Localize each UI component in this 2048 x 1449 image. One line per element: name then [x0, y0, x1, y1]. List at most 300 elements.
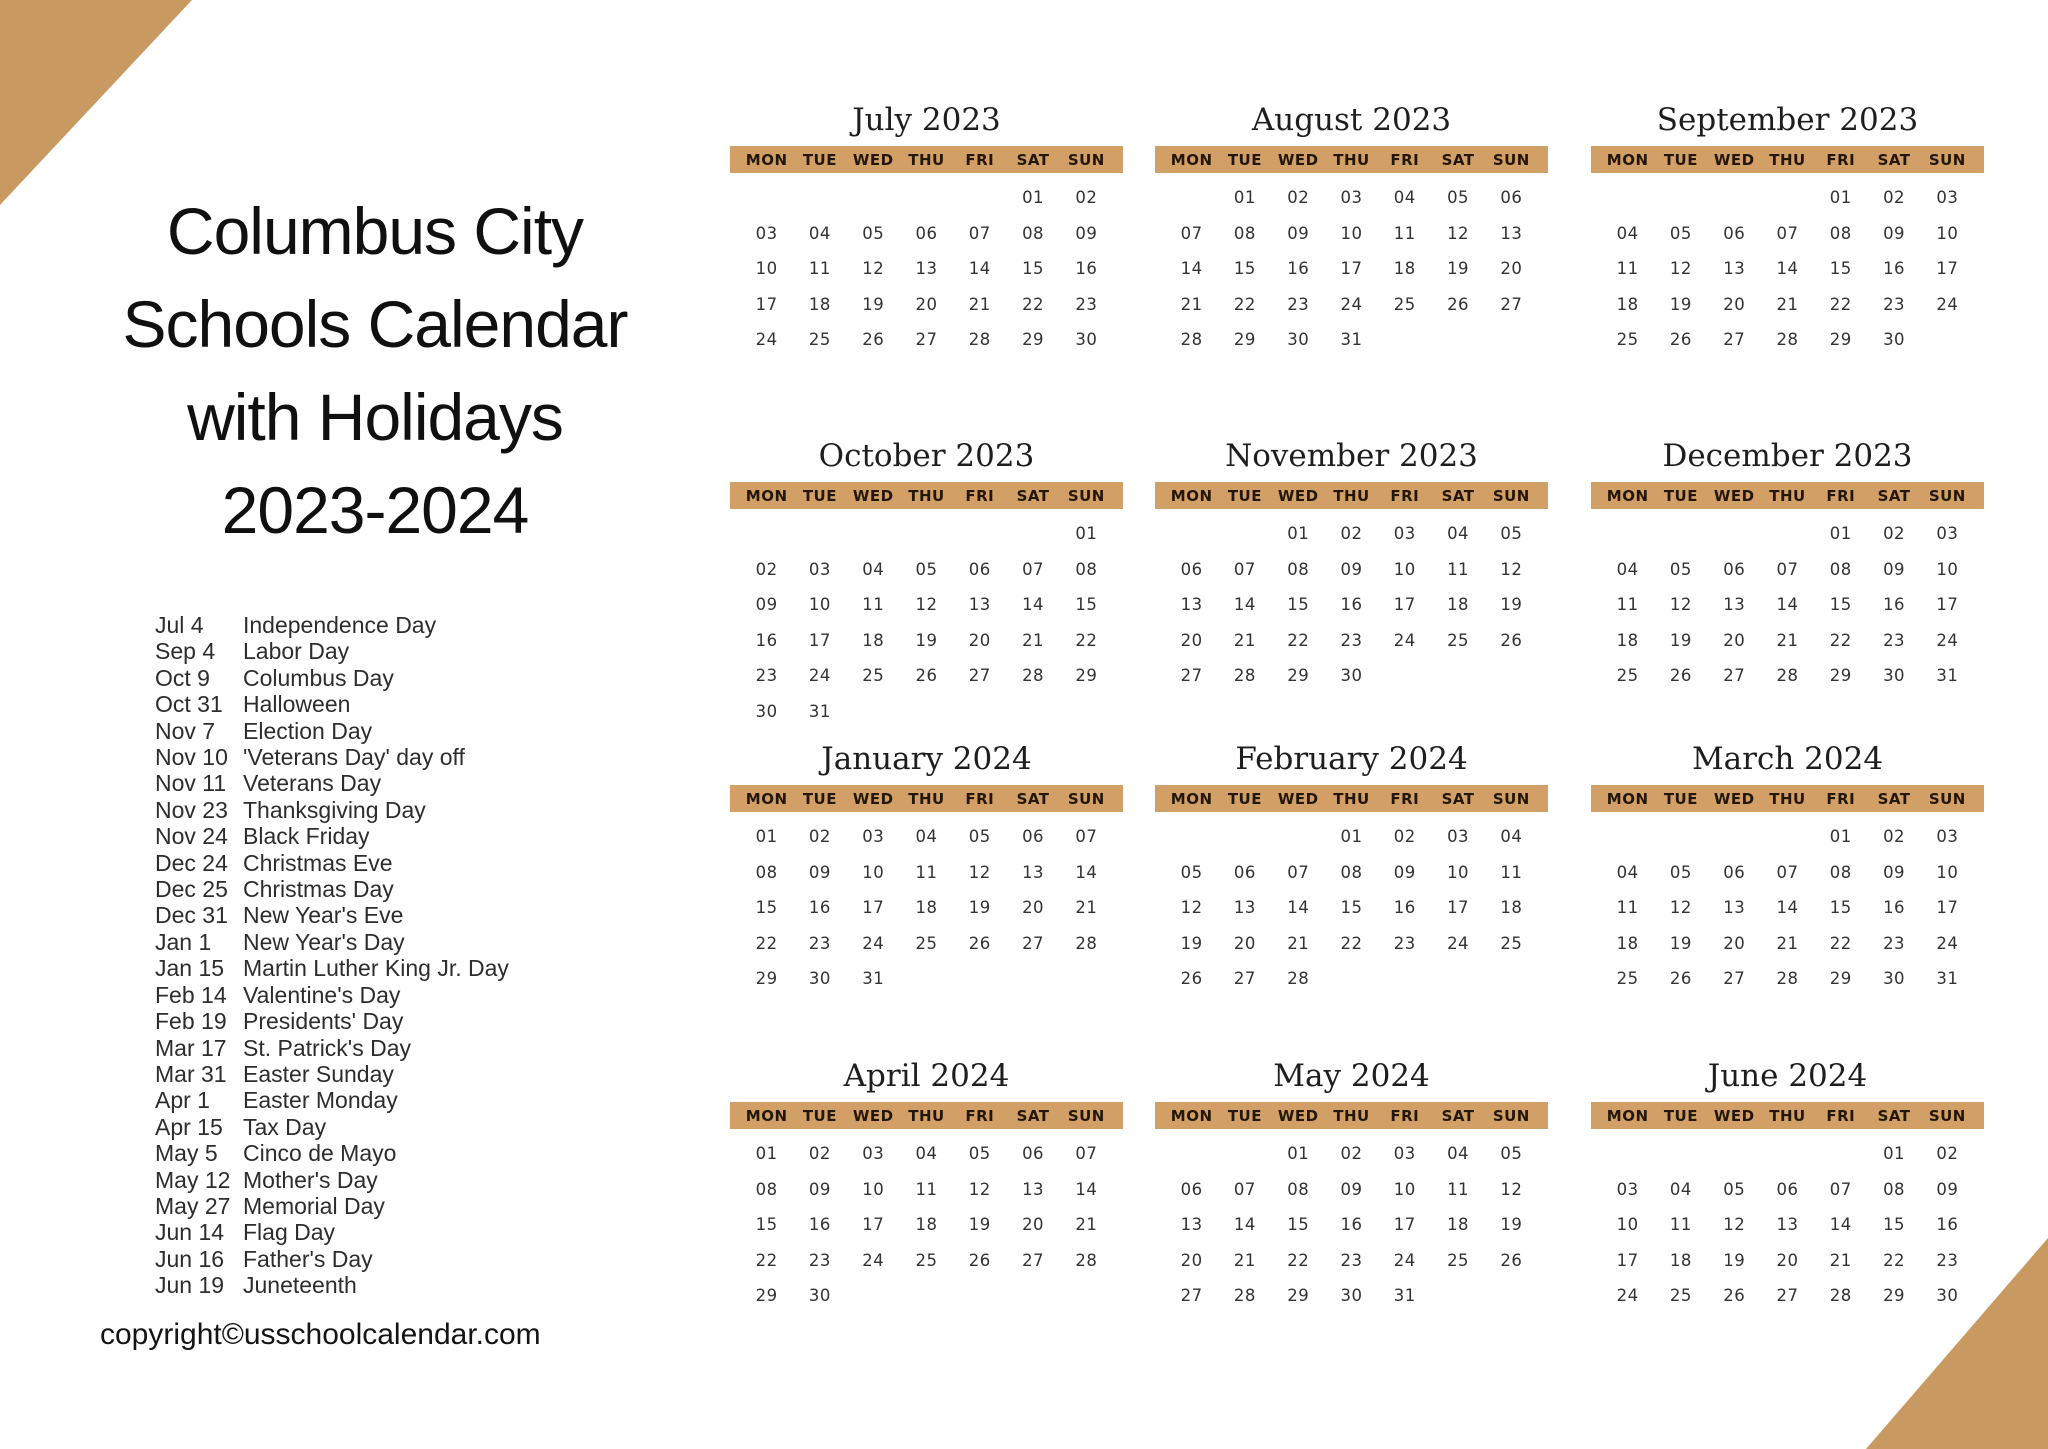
day-cell: 02	[1883, 524, 1906, 544]
holiday-name: New Year's Eve	[243, 902, 404, 929]
day-cell: 05	[1669, 559, 1692, 579]
day-cell: 21	[1233, 630, 1256, 650]
day-cell: 15	[1287, 1215, 1310, 1235]
copyright-text: copyright©usschoolcalendar.com	[100, 1318, 541, 1351]
weekday-label-fri: FRI	[1826, 486, 1856, 505]
weekday-label-thu: THU	[908, 150, 945, 169]
day-cell: 05	[1669, 862, 1692, 882]
weekday-label-wed: WED	[1277, 486, 1319, 505]
month-june-2024	[1591, 1057, 1984, 1314]
day-cell: 12	[1500, 1179, 1523, 1199]
day-cell: 10	[1393, 559, 1416, 579]
weekday-label-mon: MON	[745, 486, 788, 505]
day-cell: 24	[808, 666, 831, 686]
weekday-label-wed: WED	[852, 150, 894, 169]
weekday-label-tue: TUE	[1663, 789, 1698, 808]
day-cell: 22	[755, 1250, 778, 1270]
weekday-label-sun: SUN	[1067, 1106, 1105, 1125]
day-cell: 19	[1180, 933, 1203, 953]
day-cell: 29	[1075, 666, 1098, 686]
day-cell: 28	[1180, 330, 1203, 350]
day-cell: 17	[1936, 259, 1959, 279]
day-cell: 26	[1500, 1250, 1523, 1270]
weekday-label-wed: WED	[1277, 1106, 1319, 1125]
day-cell: 22	[1075, 630, 1098, 650]
day-cell: 16	[1883, 595, 1906, 615]
day-cell: 18	[1669, 1250, 1692, 1270]
day-cell: 22	[1287, 1250, 1310, 1270]
day-cell: 12	[968, 1179, 991, 1199]
day-cell: 25	[1447, 630, 1470, 650]
day-cell: 06	[1022, 827, 1045, 847]
month-title: July 2023	[852, 102, 1001, 138]
month-september-2023	[1591, 101, 1984, 358]
day-cell: 01	[1829, 188, 1852, 208]
weekday-label-tue: TUE	[802, 789, 837, 808]
day-cell: 06	[915, 223, 938, 243]
day-cell: 02	[1883, 827, 1906, 847]
day-cell: 08	[755, 1179, 778, 1199]
weekday-label-sun: SUN	[1492, 150, 1530, 169]
weekday-label-thu: THU	[1333, 150, 1370, 169]
day-cell: 21	[1022, 630, 1045, 650]
day-cell: 01	[1829, 827, 1852, 847]
day-cell: 17	[1936, 595, 1959, 615]
day-cell: 09	[1883, 559, 1906, 579]
holiday-date: Nov 11	[155, 770, 227, 797]
day-cell: 22	[1340, 933, 1363, 953]
day-cell: 18	[1393, 259, 1416, 279]
day-cell: 06	[1500, 188, 1523, 208]
day-grid	[1155, 516, 1548, 694]
day-cell: 04	[1616, 862, 1639, 882]
weekday-label-fri: FRI	[1826, 789, 1856, 808]
day-cell: 15	[1829, 595, 1852, 615]
weekday-label-tue: TUE	[802, 486, 837, 505]
day-cell: 09	[808, 862, 831, 882]
day-cell: 21	[1075, 898, 1098, 918]
day-cell: 11	[862, 595, 885, 615]
weekday-label-tue: TUE	[802, 150, 837, 169]
holiday-name: Halloween	[243, 691, 351, 718]
day-cell: 24	[1393, 1250, 1416, 1270]
day-cell: 11	[1447, 559, 1470, 579]
weekday-label-sat: SAT	[1441, 789, 1475, 808]
weekday-label-fri: FRI	[965, 486, 995, 505]
day-cell: 27	[1723, 969, 1746, 989]
day-cell: 30	[1883, 330, 1906, 350]
day-cell: 12	[915, 595, 938, 615]
day-cell: 09	[755, 595, 778, 615]
weekday-label-mon: MON	[1606, 150, 1649, 169]
day-cell: 09	[1883, 862, 1906, 882]
day-cell: 14	[1075, 862, 1098, 882]
day-cell: 09	[1340, 559, 1363, 579]
day-cell: 24	[1340, 294, 1363, 314]
day-cell: 15	[1829, 259, 1852, 279]
day-cell: 16	[755, 630, 778, 650]
day-cell: 19	[1500, 1215, 1523, 1235]
day-cell: 13	[915, 259, 938, 279]
day-cell: 24	[862, 1250, 885, 1270]
day-cell: 23	[1075, 294, 1098, 314]
day-cell: 27	[1022, 933, 1045, 953]
weekday-label-fri: FRI	[965, 789, 995, 808]
day-cell: 23	[1883, 630, 1906, 650]
holiday-date: Nov 7	[155, 717, 216, 744]
day-cell: 20	[1500, 259, 1523, 279]
day-cell: 27	[1022, 1250, 1045, 1270]
weekday-label-mon: MON	[1606, 789, 1649, 808]
day-cell: 04	[915, 827, 938, 847]
holiday-name: Mother's Day	[243, 1166, 378, 1193]
day-cell: 05	[968, 827, 991, 847]
day-cell: 16	[1340, 1215, 1363, 1235]
day-cell: 01	[1075, 524, 1098, 544]
weekday-header-bar	[1591, 1102, 1984, 1129]
day-cell: 08	[755, 862, 778, 882]
day-cell: 14	[1233, 595, 1256, 615]
holiday-name: Tax Day	[243, 1113, 327, 1140]
holiday-name: St. Patrick's Day	[243, 1034, 411, 1061]
day-cell: 21	[1776, 294, 1799, 314]
day-cell: 17	[755, 294, 778, 314]
holiday-name: Veterans Day	[243, 770, 382, 797]
day-cell: 08	[1287, 1179, 1310, 1199]
holiday-name: Election Day	[243, 717, 373, 744]
day-cell: 10	[1936, 223, 1959, 243]
weekday-header-bar	[1155, 785, 1548, 812]
weekday-label-thu: THU	[1769, 1106, 1806, 1125]
day-cell: 04	[808, 223, 831, 243]
day-cell: 21	[1776, 630, 1799, 650]
day-cell: 22	[1287, 630, 1310, 650]
day-cell: 20	[1723, 294, 1746, 314]
day-cell: 30	[1883, 666, 1906, 686]
day-cell: 11	[1669, 1215, 1692, 1235]
month-april-2024	[730, 1057, 1123, 1314]
day-cell: 12	[1669, 898, 1692, 918]
weekday-label-mon: MON	[745, 1106, 788, 1125]
day-cell: 20	[1776, 1250, 1799, 1270]
day-cell: 08	[1022, 223, 1045, 243]
day-cell: 15	[1233, 259, 1256, 279]
holiday-date: Jun 19	[155, 1272, 225, 1299]
day-cell: 13	[1723, 259, 1746, 279]
day-cell: 22	[1829, 630, 1852, 650]
weekday-label-fri: FRI	[1826, 150, 1856, 169]
month-title: April 2024	[843, 1058, 1010, 1094]
holiday-date: Jun 14	[155, 1219, 225, 1246]
weekday-label-mon: MON	[1170, 150, 1213, 169]
day-cell: 19	[1669, 933, 1692, 953]
weekday-label-thu: THU	[1333, 486, 1370, 505]
day-cell: 01	[1233, 188, 1256, 208]
day-cell: 22	[1233, 294, 1256, 314]
day-cell: 11	[915, 1179, 938, 1199]
weekday-label-sun: SUN	[1928, 486, 1966, 505]
day-cell: 07	[968, 223, 991, 243]
day-cell: 03	[862, 1144, 885, 1164]
holiday-name: New Year's Day	[243, 928, 405, 955]
day-cell: 14	[1829, 1215, 1852, 1235]
day-cell: 05	[1500, 1144, 1523, 1164]
day-cell: 09	[1936, 1179, 1959, 1199]
day-cell: 03	[1393, 524, 1416, 544]
holiday-date: Jan 1	[155, 928, 212, 955]
weekday-label-mon: MON	[1606, 1106, 1649, 1125]
day-cell: 02	[1340, 524, 1363, 544]
day-cell: 07	[1776, 559, 1799, 579]
day-cell: 20	[968, 630, 991, 650]
day-cell: 01	[755, 827, 778, 847]
day-cell: 02	[1075, 188, 1098, 208]
month-title: November 2023	[1225, 438, 1478, 474]
day-cell: 11	[1393, 223, 1416, 243]
holiday-date: Oct 31	[155, 691, 223, 718]
weekday-label-tue: TUE	[1663, 150, 1698, 169]
day-grid	[1155, 819, 1548, 997]
day-cell: 17	[1616, 1250, 1639, 1270]
day-cell: 08	[1883, 1179, 1906, 1199]
day-cell: 11	[915, 862, 938, 882]
day-cell: 07	[1233, 1179, 1256, 1199]
day-cell: 30	[755, 701, 778, 721]
day-cell: 30	[1075, 330, 1098, 350]
day-cell: 09	[1340, 1179, 1363, 1199]
day-cell: 23	[1883, 933, 1906, 953]
holiday-date: Sep 4	[155, 638, 216, 665]
day-cell: 12	[862, 259, 885, 279]
day-cell: 30	[1936, 1286, 1959, 1306]
day-cell: 30	[808, 1286, 831, 1306]
weekday-label-mon: MON	[745, 150, 788, 169]
day-cell: 04	[1447, 524, 1470, 544]
day-cell: 06	[968, 559, 991, 579]
day-cell: 13	[1723, 595, 1746, 615]
day-cell: 03	[755, 223, 778, 243]
day-cell: 07	[1829, 1179, 1852, 1199]
day-cell: 03	[1393, 1144, 1416, 1164]
holiday-name: Thanksgiving Day	[243, 796, 426, 823]
weekday-header-bar	[1155, 1102, 1548, 1129]
holiday-date: Jun 16	[155, 1245, 225, 1272]
day-cell: 19	[915, 630, 938, 650]
day-cell: 14	[1287, 898, 1310, 918]
day-cell: 25	[915, 933, 938, 953]
holiday-date: Nov 24	[155, 823, 228, 850]
day-cell: 25	[1447, 1250, 1470, 1270]
day-cell: 07	[1233, 559, 1256, 579]
weekday-label-wed: WED	[1713, 150, 1755, 169]
day-grid	[730, 516, 1123, 729]
day-cell: 20	[1022, 1215, 1045, 1235]
day-cell: 23	[1340, 630, 1363, 650]
day-cell: 02	[1287, 188, 1310, 208]
day-cell: 23	[808, 1250, 831, 1270]
day-cell: 14	[1776, 259, 1799, 279]
weekday-label-fri: FRI	[1390, 1106, 1420, 1125]
month-title: February 2024	[1235, 741, 1468, 777]
day-cell: 27	[968, 666, 991, 686]
holiday-name: Black Friday	[243, 823, 370, 850]
day-cell: 07	[1075, 1144, 1098, 1164]
day-grid	[1591, 1136, 1984, 1314]
weekday-label-sun: SUN	[1492, 486, 1530, 505]
day-cell: 01	[1287, 1144, 1310, 1164]
day-cell: 27	[1723, 330, 1746, 350]
holiday-name: Father's Day	[243, 1245, 373, 1272]
weekday-label-thu: THU	[908, 486, 945, 505]
weekday-header-bar	[1591, 146, 1984, 173]
weekday-label-wed: WED	[1713, 1106, 1755, 1125]
day-cell: 01	[1287, 524, 1310, 544]
day-cell: 26	[1669, 330, 1692, 350]
day-cell: 10	[1393, 1179, 1416, 1199]
day-cell: 16	[1075, 259, 1098, 279]
holiday-date: Apr 15	[155, 1113, 223, 1140]
day-cell: 19	[1669, 294, 1692, 314]
day-cell: 25	[1616, 666, 1639, 686]
day-cell: 03	[1936, 524, 1959, 544]
day-cell: 18	[808, 294, 831, 314]
day-cell: 15	[1075, 595, 1098, 615]
day-cell: 31	[1340, 330, 1363, 350]
day-cell: 16	[1393, 898, 1416, 918]
day-cell: 24	[1936, 630, 1959, 650]
holiday-date: Mar 17	[155, 1034, 227, 1061]
day-cell: 28	[1233, 666, 1256, 686]
weekday-label-fri: FRI	[1826, 1106, 1856, 1125]
day-cell: 18	[1500, 898, 1523, 918]
day-cell: 09	[1393, 862, 1416, 882]
weekday-label-sun: SUN	[1492, 789, 1530, 808]
day-cell: 06	[1180, 1179, 1203, 1199]
day-cell: 03	[1447, 827, 1470, 847]
day-cell: 11	[1447, 1179, 1470, 1199]
day-cell: 10	[1447, 862, 1470, 882]
weekday-label-thu: THU	[1769, 150, 1806, 169]
day-cell: 14	[1776, 595, 1799, 615]
weekday-label-wed: WED	[852, 789, 894, 808]
day-cell: 21	[968, 294, 991, 314]
day-cell: 21	[1075, 1215, 1098, 1235]
day-cell: 20	[1180, 630, 1203, 650]
day-cell: 23	[808, 933, 831, 953]
day-grid	[1591, 180, 1984, 358]
weekday-label-fri: FRI	[1390, 150, 1420, 169]
day-cell: 29	[1829, 330, 1852, 350]
weekday-header-bar	[730, 146, 1123, 173]
holiday-date: Nov 10	[155, 744, 228, 771]
day-cell: 13	[1180, 1215, 1203, 1235]
day-cell: 12	[1180, 898, 1203, 918]
day-cell: 05	[862, 223, 885, 243]
holiday-name: Valentine's Day	[243, 981, 401, 1008]
weekday-label-sun: SUN	[1492, 1106, 1530, 1125]
day-cell: 20	[1723, 933, 1746, 953]
day-cell: 23	[1287, 294, 1310, 314]
holiday-name: 'Veterans Day' day off	[243, 744, 465, 771]
day-cell: 14	[968, 259, 991, 279]
day-cell: 28	[1075, 933, 1098, 953]
day-cell: 27	[1723, 666, 1746, 686]
day-cell: 13	[1723, 898, 1746, 918]
day-cell: 29	[1829, 666, 1852, 686]
day-cell: 02	[808, 827, 831, 847]
day-cell: 20	[1723, 630, 1746, 650]
day-grid	[730, 1136, 1123, 1314]
day-cell: 04	[1500, 827, 1523, 847]
weekday-label-thu: THU	[908, 1106, 945, 1125]
holiday-name: Presidents' Day	[243, 1008, 404, 1035]
month-title: June 2024	[1707, 1058, 1868, 1094]
weekday-label-wed: WED	[1713, 486, 1755, 505]
holiday-date: Dec 31	[155, 902, 228, 929]
weekday-label-sun: SUN	[1928, 1106, 1966, 1125]
weekday-label-wed: WED	[852, 486, 894, 505]
holiday-name: Independence Day	[243, 612, 437, 638]
day-cell: 09	[1287, 223, 1310, 243]
day-cell: 26	[1500, 630, 1523, 650]
day-cell: 28	[1776, 330, 1799, 350]
day-cell: 10	[808, 595, 831, 615]
day-cell: 20	[1180, 1250, 1203, 1270]
day-cell: 26	[968, 1250, 991, 1270]
page-title-line: Schools Calendar	[122, 287, 628, 361]
day-cell: 29	[1287, 1286, 1310, 1306]
day-cell: 10	[1616, 1215, 1639, 1235]
day-grid	[1155, 180, 1548, 358]
day-cell: 12	[1723, 1215, 1746, 1235]
month-march-2024	[1591, 740, 1984, 997]
day-cell: 09	[1883, 223, 1906, 243]
day-cell: 02	[755, 559, 778, 579]
day-cell: 11	[1616, 259, 1639, 279]
day-cell: 04	[1669, 1179, 1692, 1199]
day-cell: 28	[1022, 666, 1045, 686]
weekday-label-mon: MON	[1170, 789, 1213, 808]
weekday-header-bar	[1155, 482, 1548, 509]
day-cell: 15	[1829, 898, 1852, 918]
day-grid	[730, 819, 1123, 997]
day-cell: 16	[1936, 1215, 1959, 1235]
day-cell: 28	[1233, 1286, 1256, 1306]
day-cell: 08	[1075, 559, 1098, 579]
day-cell: 05	[1447, 188, 1470, 208]
day-cell: 15	[755, 1215, 778, 1235]
day-cell: 18	[915, 1215, 938, 1235]
day-cell: 04	[1447, 1144, 1470, 1164]
month-february-2024	[1155, 740, 1548, 997]
day-cell: 25	[1500, 933, 1523, 953]
day-cell: 14	[1180, 259, 1203, 279]
month-title: October 2023	[818, 438, 1035, 474]
day-cell: 19	[1500, 595, 1523, 615]
weekday-label-sun: SUN	[1067, 789, 1105, 808]
day-cell: 02	[1340, 1144, 1363, 1164]
weekday-label-sun: SUN	[1067, 150, 1105, 169]
holiday-name: Christmas Day	[243, 876, 394, 903]
holiday-name: Easter Sunday	[243, 1060, 394, 1087]
holiday-date: Oct 9	[155, 664, 210, 691]
day-cell: 27	[1180, 666, 1203, 686]
day-cell: 14	[1075, 1179, 1098, 1199]
weekday-label-sat: SAT	[1016, 1106, 1050, 1125]
day-cell: 06	[1776, 1179, 1799, 1199]
weekday-label-thu: THU	[1769, 789, 1806, 808]
day-cell: 28	[1776, 666, 1799, 686]
